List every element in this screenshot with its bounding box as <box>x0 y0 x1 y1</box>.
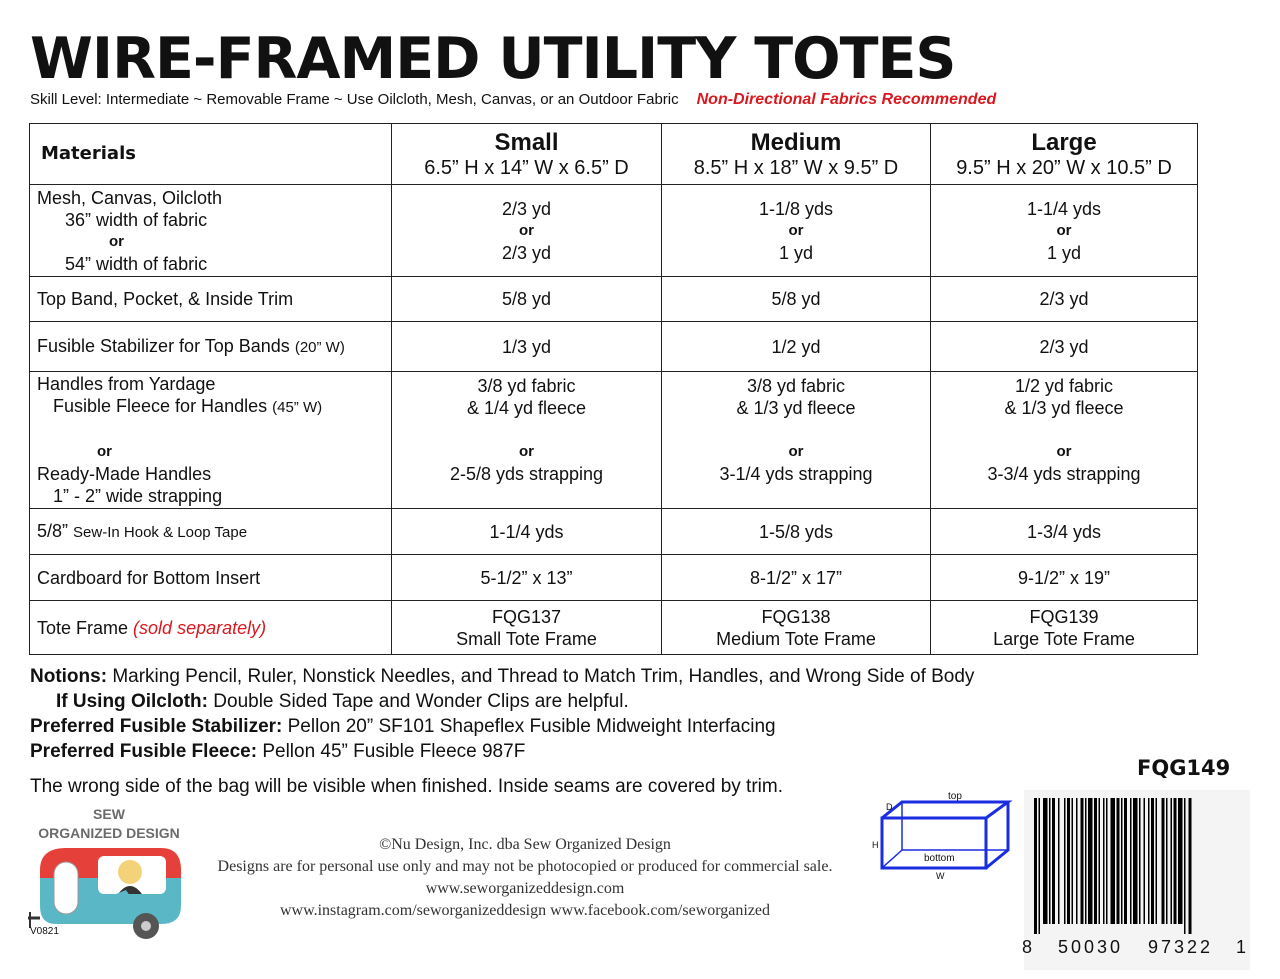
cell-large: 9-1/2” x 19” <box>931 555 1198 601</box>
fleece-text: Pellon 45” Fusible Fleece 987F <box>257 741 526 762</box>
size-name: Small <box>494 128 559 156</box>
barcode-bar <box>1130 798 1132 924</box>
cell-or: or <box>519 221 534 239</box>
barcode-bar <box>1043 798 1048 924</box>
barcode-bar <box>1049 798 1051 924</box>
cell-large <box>931 372 1198 509</box>
diagram-bottom-label: bottom <box>924 853 955 864</box>
label-note: (45” W) <box>272 399 323 416</box>
row-label: Cardboard for Bottom Insert <box>30 555 392 601</box>
table-row-cardboard <box>30 555 1198 601</box>
frame-name: Small Tote Frame <box>456 628 597 649</box>
label-or: or <box>97 443 112 460</box>
diagram-w-label: W <box>936 871 945 881</box>
label-text: Fusible Fleece for Handles <box>53 396 268 416</box>
size-dims: 6.5” H x 14” W x 6.5” D <box>424 156 629 179</box>
page-title: WIRE-FRAMED UTILITY TOTES <box>30 26 956 92</box>
barcode-bar <box>1039 798 1041 934</box>
cell-value: 1/2 yd fabric <box>1014 376 1114 396</box>
barcode-bar <box>1103 798 1105 924</box>
table-row-stabilizer <box>30 322 1198 372</box>
cell-value: 2/3 yd <box>501 198 552 219</box>
oilcloth-line <box>56 690 629 714</box>
barcode-bar <box>1058 798 1060 924</box>
frame-code: FQG139 <box>1029 606 1099 627</box>
cell-medium: 5/8 yd <box>662 277 931 322</box>
cell-value: 2-5/8 yds strapping <box>449 464 604 484</box>
barcode-bar <box>1111 798 1116 924</box>
size-header-medium <box>662 124 931 185</box>
cell-small: 1/3 yd <box>392 322 662 372</box>
cell-value: 1-1/4 yds <box>1026 198 1102 219</box>
table-row-handles <box>30 372 1198 509</box>
cell-medium: 1/2 yd <box>662 322 931 372</box>
cell-medium <box>662 601 931 655</box>
size-name: Medium <box>750 128 842 156</box>
table-header-row <box>30 124 1198 185</box>
cell-small: 5-1/2” x 13” <box>392 555 662 601</box>
barcode-digit: 1 <box>1236 937 1247 957</box>
label-line: Ready-Made Handles <box>37 464 212 484</box>
barcode-bar <box>1156 798 1158 924</box>
barcode-bar <box>1117 798 1120 924</box>
materials-table <box>29 123 1198 655</box>
size-dims: 9.5” H x 20” W x 10.5” D <box>956 156 1172 179</box>
oilcloth-text: Double Sided Tape and Wonder Clips are helpful. <box>208 691 629 712</box>
barcode-bar <box>1094 798 1097 924</box>
cell-or: or <box>788 443 804 460</box>
barcode-digit: 8 <box>1022 937 1033 957</box>
barcode-bar <box>1099 798 1101 924</box>
cell-or: or <box>788 221 804 239</box>
cell-value: & 1/3 yd fleece <box>1004 398 1124 418</box>
row-label <box>30 372 392 509</box>
social-links[interactable]: www.instagram.com/seworganizeddesign www.facebook.com/seworganized <box>279 902 771 919</box>
cell-value: 3-3/4 yds strapping <box>987 464 1141 484</box>
row-label <box>30 322 392 372</box>
barcode-bar <box>1052 798 1055 924</box>
oilcloth-label: If Using Oilcloth: <box>56 691 208 712</box>
cell-or: or <box>1056 443 1072 460</box>
label-line: Handles from Yardage <box>37 374 216 394</box>
barcode-group: 97322 <box>1148 937 1214 957</box>
stabilizer-line <box>30 715 776 739</box>
barcode-bar <box>1139 798 1141 924</box>
diagram-top-label: top <box>948 791 962 802</box>
product-code: FQG149 <box>1137 756 1231 780</box>
cell-medium: 8-1/2” x 17” <box>662 555 931 601</box>
size-name: Large <box>1031 128 1097 156</box>
logo-line: SEW <box>93 806 125 822</box>
row-label <box>30 185 392 277</box>
barcode-bar <box>1034 798 1037 934</box>
notions-text: Marking Pencil, Ruler, Nonstick Needles, and Thread to Match Trim, Handles, and Wrong Side of Body <box>107 666 975 687</box>
cell-value: & 1/3 yd fleece <box>736 398 856 418</box>
label-or: or <box>109 232 124 250</box>
barcode-bar <box>1178 798 1183 924</box>
cell-large <box>931 185 1198 277</box>
barcode-bar <box>1088 798 1093 924</box>
usage-line: Designs are for personal use only and may not be photocopied or produced for commercial sale. <box>217 858 833 875</box>
cell-value: 3/8 yd fabric <box>477 376 576 396</box>
tote-dimensions-diagram <box>870 788 1020 883</box>
cell-small: 1-1/4 yds <box>392 509 662 555</box>
barcode-bar <box>1133 798 1138 924</box>
size-header-large <box>931 124 1198 185</box>
barcode-bar <box>1148 798 1150 924</box>
cell-value: & 1/4 yd fleece <box>466 398 587 418</box>
materials-heading: Materials <box>30 124 392 185</box>
logo-line: ORGANIZED DESIGN <box>38 825 180 841</box>
barcode-bar <box>1081 798 1084 924</box>
wrong-side-note: The wrong side of the bag will be visible when finished. Inside seams are covered by trim. <box>30 776 783 797</box>
cell-small <box>392 601 662 655</box>
barcode-bar <box>1064 798 1066 924</box>
barcode-bar <box>1171 798 1173 924</box>
fleece-label: Preferred Fusible Fleece: <box>30 741 258 762</box>
barcode-bar <box>1106 798 1108 924</box>
label-note: Sew-In Hook & Loop Tape <box>73 523 248 541</box>
label-note: (sold separately) <box>133 617 267 638</box>
barcode-bar <box>1174 798 1177 924</box>
barcode-bar <box>1184 798 1186 934</box>
label-line: 54” width of fabric <box>65 253 208 274</box>
copyright-line: ©Nu Design, Inc. dba Sew Organized Design <box>379 836 671 853</box>
row-label <box>30 509 392 555</box>
diagram-d-label: D <box>886 802 893 812</box>
size-dims: 8.5” H x 18” W x 9.5” D <box>693 156 899 179</box>
barcode-bar <box>1072 798 1074 924</box>
label-line: 36” width of fabric <box>65 209 208 230</box>
cell-large: 2/3 yd <box>931 322 1198 372</box>
cell-large <box>931 601 1198 655</box>
cell-large: 1-3/4 yds <box>931 509 1198 555</box>
barcode-bar <box>1189 798 1192 934</box>
stabilizer-text: Pellon 20” SF101 Shapeflex Fusible Midweight Interfacing <box>282 716 776 737</box>
label-text: Fusible Stabilizer for Top Bands <box>37 335 290 356</box>
barcode-bar <box>1121 798 1123 924</box>
frame-code: FQG138 <box>761 606 831 627</box>
cell-value: 1-1/8 yds <box>758 198 834 219</box>
cell-value: 3-1/4 yds strapping <box>719 464 873 484</box>
barcode-bar <box>1144 798 1146 924</box>
version-label: V0821 <box>30 926 59 937</box>
barcode-bar <box>1124 798 1127 924</box>
barcode-bar <box>1151 798 1154 924</box>
cell-value: 2/3 yd <box>501 242 552 263</box>
fleece-line <box>30 740 525 764</box>
subtitle-highlight: Non-Directional Fabrics Recommended <box>696 91 997 108</box>
row-label: Top Band, Pocket, & Inside Trim <box>30 277 392 322</box>
cell-or: or <box>519 443 534 460</box>
frame-code: FQG137 <box>491 606 562 627</box>
label-line <box>37 395 391 419</box>
cell-value: 3/8 yd fabric <box>746 376 846 396</box>
cell-medium <box>662 185 931 277</box>
website-link[interactable]: www.seworganizeddesign.com <box>425 880 625 897</box>
label-text: Tote Frame <box>37 617 129 638</box>
subtitle <box>30 91 996 109</box>
notions-label: Notions: <box>30 666 108 687</box>
cell-value: 1 yd <box>1046 242 1082 263</box>
cell-small <box>392 372 662 509</box>
frame-name: Medium Tote Frame <box>716 628 876 649</box>
barcode-bar <box>1166 798 1168 924</box>
barcode-bar <box>1067 798 1070 924</box>
diagram-h-label: H <box>872 840 879 850</box>
barcode-icon <box>1034 798 1246 934</box>
barcode-group: 50030 <box>1058 937 1124 957</box>
logo-text <box>30 805 188 843</box>
cell-small <box>392 185 662 277</box>
stabilizer-label: Preferred Fusible Stabilizer: <box>30 716 283 737</box>
label-text: 5/8” <box>37 520 69 541</box>
subtitle-text: Skill Level: Intermediate ~ Removable Frame ~ Use Oilcloth, Mesh, Canvas, or an Outdoor Fabric <box>30 91 679 108</box>
cell-value: 1 yd <box>778 242 814 263</box>
cell-or: or <box>1056 221 1072 239</box>
label-line: 1” - 2” wide strapping <box>53 486 223 506</box>
row-label <box>30 601 392 655</box>
barcode-bar <box>1076 798 1078 924</box>
table-row-frame <box>30 601 1198 655</box>
cell-small: 5/8 yd <box>392 277 662 322</box>
frame-name: Large Tote Frame <box>993 628 1135 649</box>
size-header-small <box>392 124 662 185</box>
label-line: Mesh, Canvas, Oilcloth <box>37 187 223 208</box>
label-note: (20” W) <box>294 338 345 356</box>
barcode-bar <box>1085 798 1087 924</box>
barcode-bar <box>1162 798 1165 924</box>
table-row-band <box>30 277 1198 322</box>
notions-line <box>30 665 974 689</box>
cell-medium <box>662 372 931 509</box>
cell-medium: 1-5/8 yds <box>662 509 931 555</box>
table-row-hook-loop <box>30 509 1198 555</box>
cell-large: 2/3 yd <box>931 277 1198 322</box>
table-row-mesh <box>30 185 1198 277</box>
